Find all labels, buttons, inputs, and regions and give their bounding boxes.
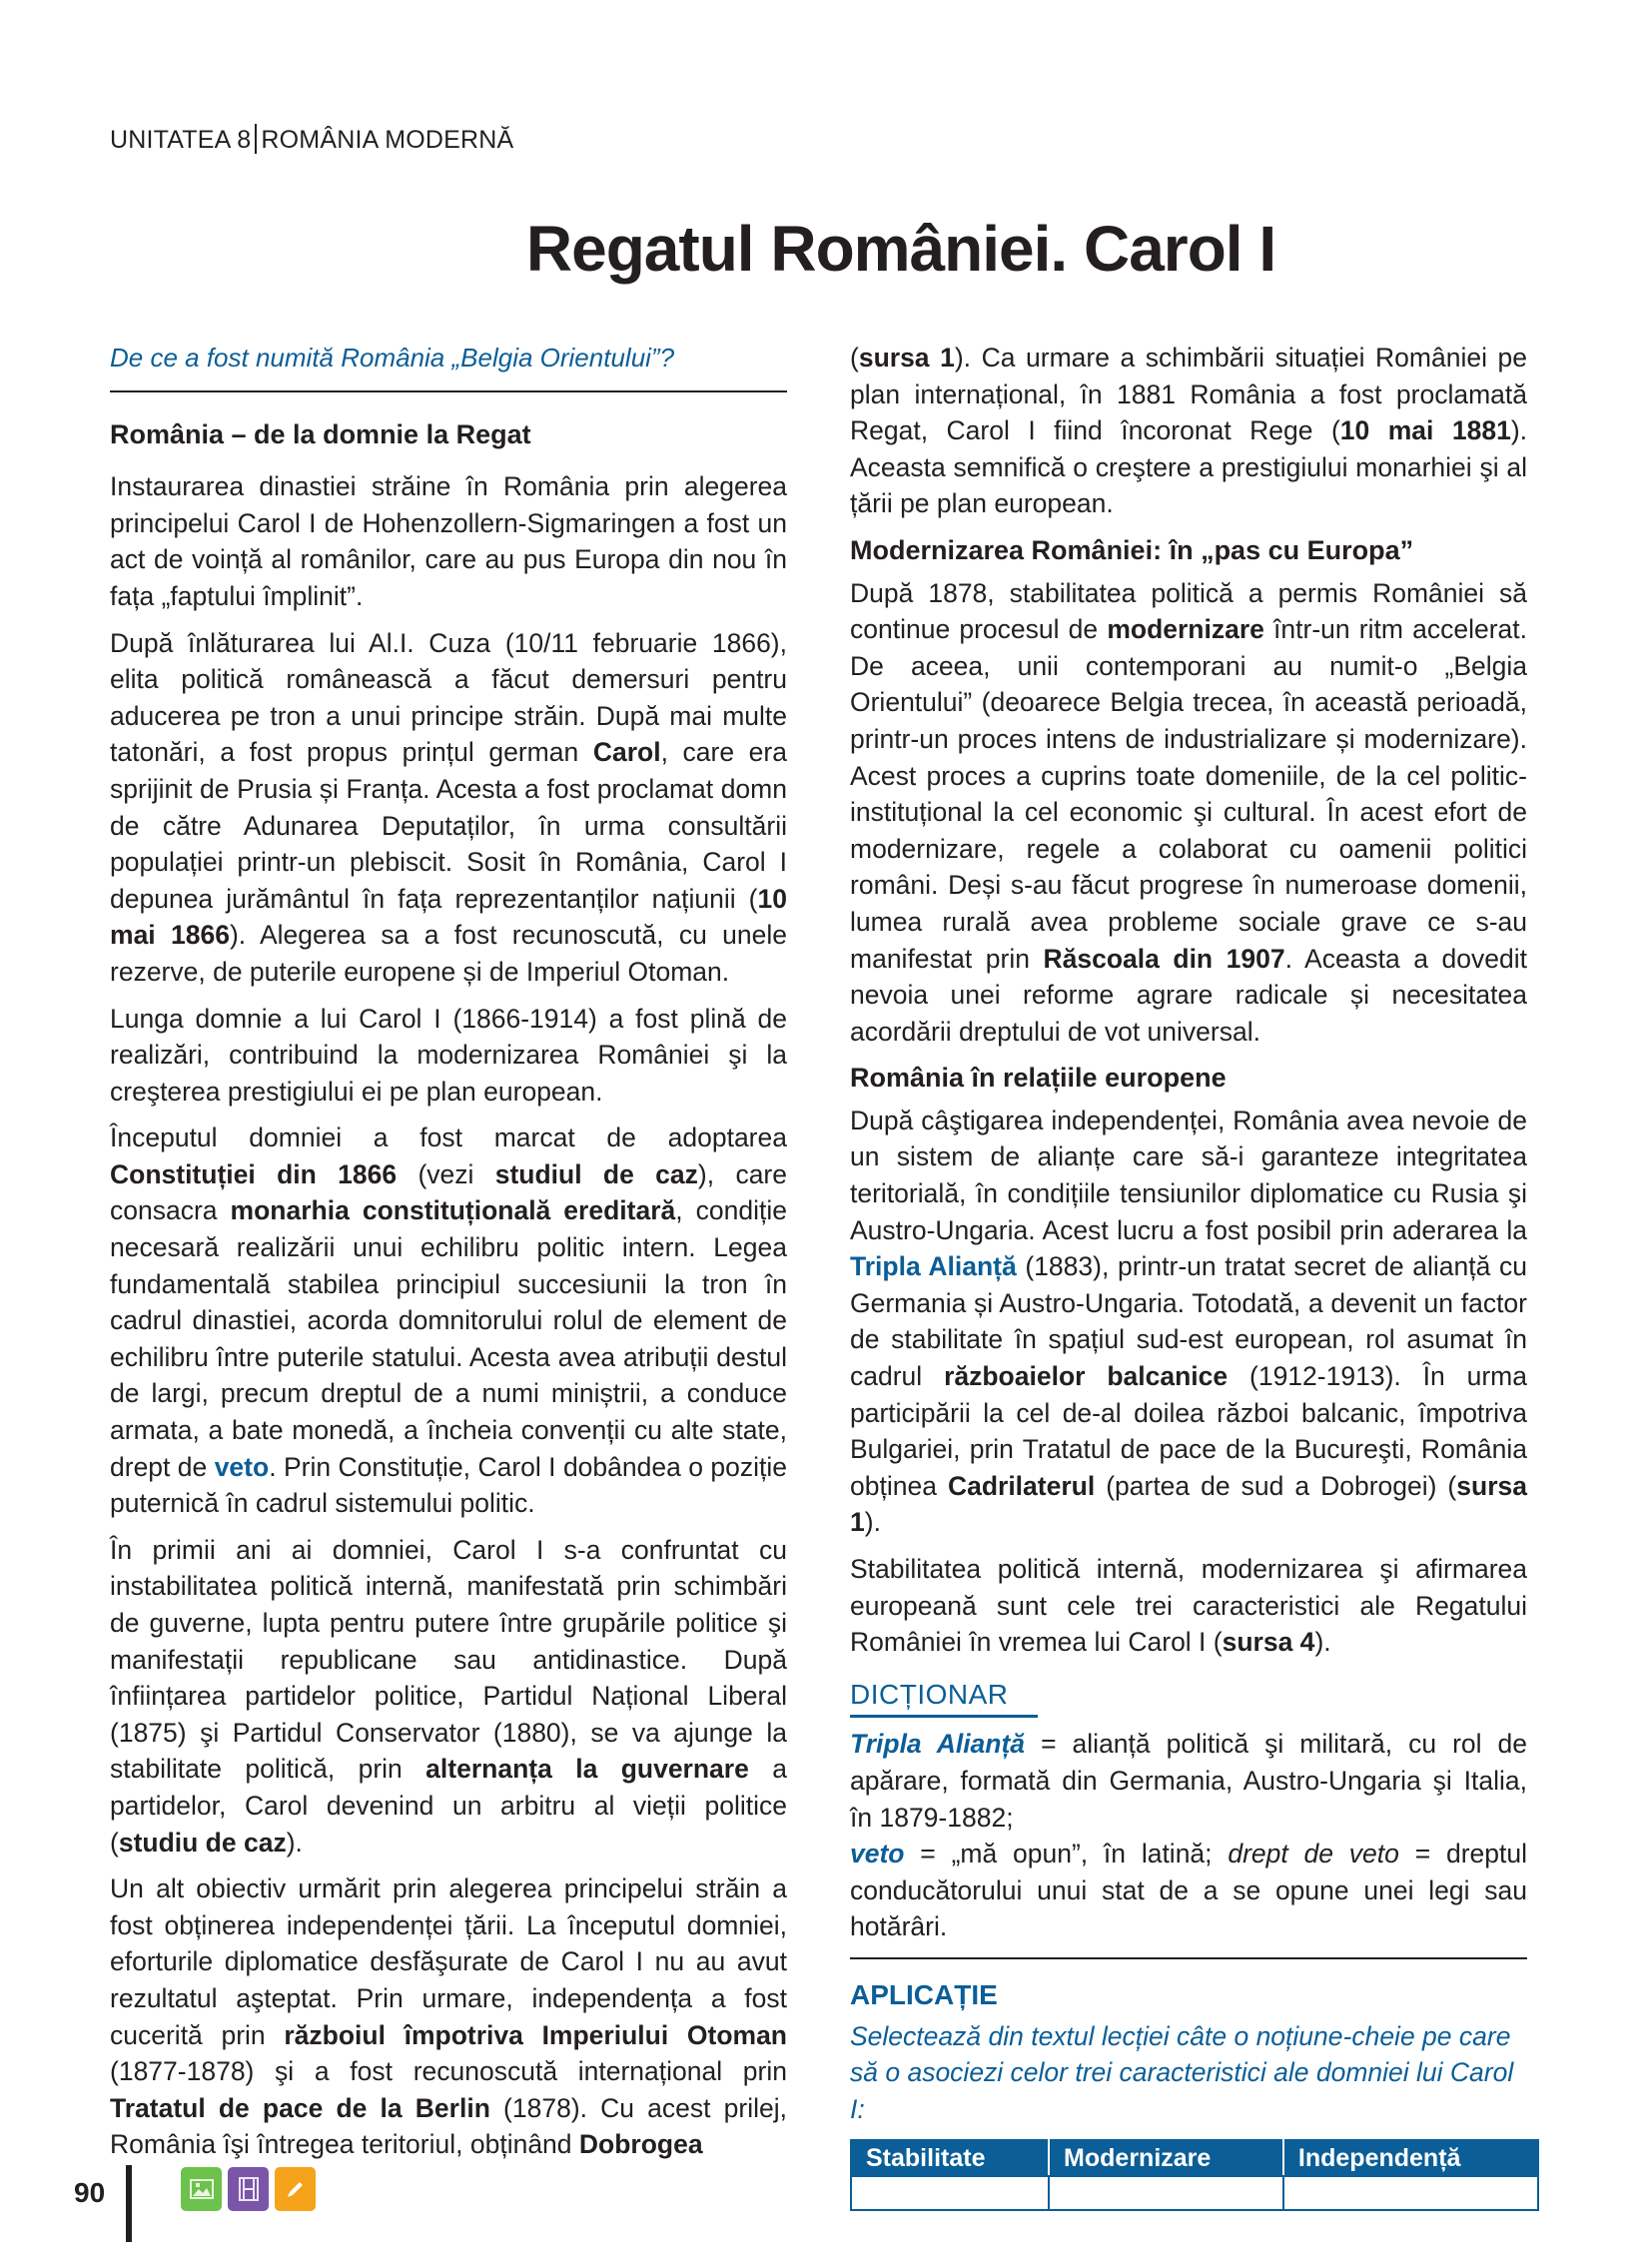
running-head (110, 124, 513, 155)
footer-icons (181, 2167, 316, 2211)
unit-label: UNITATEA 8 (110, 126, 252, 154)
answer-cell[interactable] (1049, 2176, 1283, 2210)
dictionary-entry: Tripla Alianță = alianță politică şi militară, cu rol de apărare, formată din Germania, Austro-Ungaria şi Italia, în 1879-1882; (850, 1729, 1527, 1833)
column-header: Stabilitate (851, 2140, 1049, 2176)
application-title: APLICAȚIE (850, 1978, 998, 2010)
paragraph: (sursa 1). Ca urmare a schimbării situației României pe plan internațional, în 1881 România a fost proclamată Regat, Carol I fiind încoronat Rege (10 mai 1881). Aceasta semnifică o creştere a prestigiului monarhiei şi al țării pe plan european. (850, 343, 1527, 519)
section-heading: Modernizarea României: în „pas cu Europa” (850, 534, 1414, 565)
veto-link[interactable]: veto (214, 1451, 270, 1482)
dictionary-title: DICȚIONAR (850, 1677, 1038, 1719)
paragraph: Începutul domniei a fost marcat de adoptarea Constituției din 1866 (vezi studiul de caz), care consacra monarhia constituțională ereditară, condiție necesară realizării unui echilibru politic intern. Legea fundamentală stabilea principiul succesiunii la tron în cadrul dinastiei, acorda domnitorului rolul de element de echilibru între puterile statului. Acesta avea atribuții destul de largi, precum dreptul de a numi miniștrii, a conduce armata, a bate monedă, a încheia convenții cu alte state, drept de veto. Prin Constituție, Carol I dobândea o poziție puternică în cadrul sistemului politic. (110, 1122, 787, 1519)
section-heading: România – de la domnie la Regat (110, 418, 531, 449)
column-header: Independență (1283, 2140, 1538, 2176)
unit-title: ROMÂNIA MODERNĂ (261, 126, 514, 154)
application-table (850, 2139, 1539, 2211)
divider (110, 390, 787, 392)
divider (255, 124, 257, 154)
paragraph: Lunga domnie a lui Carol I (1866-1914) a fost plină de realizări, contribuind la modernizarea României şi la creşterea prestigiului ei pe plan european. (110, 1003, 787, 1107)
lead-question: De ce a fost numită România „Belgia Orientului”? (110, 343, 675, 373)
section-heading: România în relațiile europene (850, 1063, 1227, 1094)
column-header: Modernizare (1049, 2140, 1283, 2176)
paragraph: În primii ani ai domniei, Carol I s-a confruntat cu instabilitatea politică internă, manifestată prin schimbări de guverne, lupta pentru putere între grupările politice şi manifestații republicane sau antidinastice. După înființarea partidelor politice, Partidul Național Liberal (1875) şi Partidul Conservator (1880), se va ajunge la stabilitate politică, prin alternanța la guvernare a partidelor, Carol devenind un arbitru al vieții politice (studiu de caz). (110, 1534, 787, 1858)
paragraph: Stabilitatea politică internă, modernizarea şi afirmarea europeană sunt cele trei caracteristici ale Regatului României în vremea lui Carol I (sursa 4). (850, 1554, 1527, 1658)
right-column (850, 340, 1527, 2211)
footer-divider (126, 2165, 132, 2242)
paragraph: Instaurarea dinastiei străine în România prin alegerea principelui Carol I de Hohenzollern-Sigmaringen a fost un act de voință al românilor, care au pus Europa din nou în fața „faptului împlinit”. (110, 471, 787, 611)
film-icon[interactable] (228, 2167, 269, 2211)
application-instruction: Selectează din textul lecției câte o noțiune-cheie pe care să o asociezi celor trei caracteristici ale domniei lui Carol I: (850, 2020, 1514, 2124)
dictionary-entry: veto = „mă opun”, în latină; drept de veto = dreptul conducătorului unui stat de a se opune unei legi sau hotărâri. (850, 1839, 1527, 1942)
divider (850, 1957, 1527, 1959)
image-icon[interactable] (181, 2167, 222, 2211)
paragraph: După câştigarea independenței, România avea nevoie de un sistem de alianțe care să-i garanteze integritatea teritorială, în condițiile tensiunilor diplomatice cu Rusia şi Austro-Ungaria. Acest lucru a fost posibil prin aderarea la Tripla Alianță (1883), printr-un tratat secret de alianță cu Germania și Austro-Ungaria. Totodată, a devenit un factor de stabilitate în spațiul sud-est european, rol asumat în cadrul războaielor balcanice (1912-1913). În urma participării la cel de-al doilea război balcanic, împotriva Bulgariei, prin Tratatul de pace de la Bucureşti, România obținea Cadrilaterul (partea de sud a Dobrogei) (sursa 1). (850, 1105, 1527, 1538)
tripla-alianta-link[interactable]: Tripla Alianță (850, 1251, 1017, 1282)
paragraph: După înlăturarea lui Al.I. Cuza (10/11 februarie 1866), elita politică românească a făcut demersuri pentru aducerea pe tron a unui principe străin. După mai multe tatonări, a fost propus prințul german Carol, care era sprijinit de Prusia și Franța. Acesta a fost proclamat domn de către Adunarea Deputaților, în urma consultării populației printr-un plebiscit. Sosit în România, Carol I depunea jurământul în fața reprezentanților națiunii (10 mai 1866). Alegerea sa a fost recunoscută, cu unele rezerve, de puterile europene și de Imperiul Otoman. (110, 627, 787, 987)
pencil-icon[interactable] (275, 2167, 316, 2211)
paragraph: După 1878, stabilitatea politică a permis României să continue procesul de modernizare într-un ritm accelerat. De aceea, unii contemporani au numit-o „Belgia Orientului” (deoarece Belgia trecea, în această perioadă, printr-un proces intens de industrializare și modernizare). Acest proces a cuprins toate domeniile, de la cel politic-instituțional la cel economic şi cultural. În acest efort de modernizare, regele a colaborat cu oamenii politici români. Deși s-au făcut progrese în numeroase domenii, lumea rurală avea probleme sociale grave ce s-au manifestat prin Răscoala din 1907. Aceasta a dovedit nevoia unei reforme agrare radicale și necesitatea acordării dreptului de vot universal. (850, 577, 1527, 1047)
answer-cell[interactable] (1283, 2176, 1538, 2210)
page-title (0, 212, 1652, 286)
left-column (110, 340, 787, 2173)
paragraph: Un alt obiectiv urmărit prin alegerea principelui străin a fost obținerea independenței țării. La începutul domniei, eforturile diplomatice desfăşurate de Carol I nu au avut rezultatul aşteptat. Prin urmare, independența a fost cucerită prin războiul împotriva Imperiului Otoman (1877-1878) şi a fost recunoscută internațional prin Tratatul de pace de la Berlin (1878). Cu acest prilej, România îşi întregea teritoriul, obținând Dobrogea (110, 1873, 787, 2160)
page-number: 90 (74, 2177, 106, 2208)
page-title-text: Regatul României. Carol I (525, 213, 1276, 285)
answer-cell[interactable] (851, 2176, 1049, 2210)
